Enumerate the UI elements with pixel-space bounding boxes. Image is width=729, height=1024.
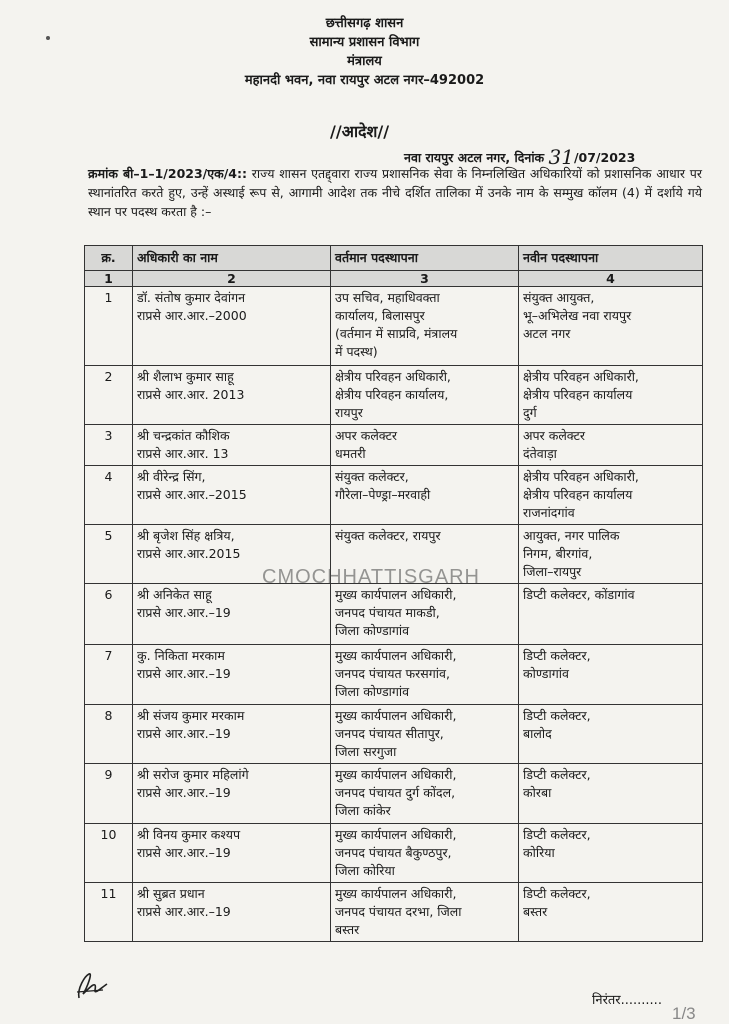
- current-posting-line: क्षेत्रीय परिवहन कार्यालय,: [335, 387, 449, 402]
- column-number-row: [85, 271, 703, 287]
- column-number: 4: [519, 271, 703, 287]
- new-posting-line: डिप्टी कलेक्टर,: [523, 886, 591, 901]
- officer-name-line: राप्रसे आर.आर.–19: [137, 666, 231, 681]
- new-posting-line: कोरिया: [523, 845, 555, 860]
- table-row: [85, 705, 703, 764]
- officer-name-line: राप्रसे आर.आर. 2013: [137, 387, 245, 402]
- serial-number: 1: [85, 287, 133, 366]
- officer-name-cell: [133, 645, 331, 705]
- current-posting-line: जनपद पंचायत दुर्ग कोंदल,: [335, 785, 456, 800]
- column-number: 1: [85, 271, 133, 287]
- department-name: सामान्य प्रशासन विभाग: [309, 35, 420, 50]
- new-posting-cell: [519, 287, 703, 366]
- letterhead: [0, 14, 729, 90]
- table-row: [85, 425, 703, 466]
- current-posting-line: जिला कोण्डागांव: [335, 623, 410, 638]
- current-posting-line: कार्यालय, बिलासपुर: [335, 308, 425, 323]
- serial-number: 2: [85, 366, 133, 425]
- header-current-posting: वर्तमान पदस्थापना: [331, 246, 519, 271]
- officer-name-line: श्री सुब्रत प्रधान: [137, 886, 205, 901]
- current-posting-line: जनपद पंचायत माकडी,: [335, 605, 440, 620]
- order-title: //आदेश//: [330, 122, 390, 141]
- officer-name-line: श्री शैलाभ कुमार साहू: [137, 369, 234, 384]
- serial-number: 6: [85, 584, 133, 645]
- new-posting-line: राजनांदगांव: [523, 505, 575, 520]
- officer-name-cell: [133, 466, 331, 525]
- new-posting-line: जिला–रायपुर: [523, 564, 582, 579]
- new-posting-line: अपर कलेक्टर: [523, 428, 586, 443]
- officer-name-line: श्री अनिकेत साहू: [137, 587, 212, 602]
- ministry-name: मंत्रालय: [347, 54, 382, 69]
- officer-name-line: राप्रसे आर.आर.–2000: [137, 308, 247, 323]
- new-posting-cell: [519, 466, 703, 525]
- officer-name-line: राप्रसे आर.आर.–19: [137, 726, 231, 741]
- new-posting-line: अटल नगर: [523, 326, 571, 341]
- new-posting-cell: [519, 705, 703, 764]
- officer-name-cell: [133, 584, 331, 645]
- current-posting-line: संयुक्त कलेक्टर,: [335, 469, 409, 484]
- new-posting-line: डिप्टी कलेक्टर, कोंडागांव: [523, 587, 635, 602]
- new-posting-line: क्षेत्रीय परिवहन अधिकारी,: [523, 369, 639, 384]
- new-posting-line: निगम, बीरगांव,: [523, 546, 593, 561]
- current-posting-line: जिला कोरिया: [335, 863, 395, 878]
- table-row: [85, 366, 703, 425]
- table-row: [85, 466, 703, 525]
- new-posting-line: क्षेत्रीय परिवहन अधिकारी,: [523, 469, 639, 484]
- current-posting-cell: [331, 883, 519, 942]
- officer-name-line: श्री विनय कुमार कश्यप: [137, 827, 241, 842]
- serial-number: 4: [85, 466, 133, 525]
- new-posting-line: डिप्टी कलेक्टर,: [523, 767, 591, 782]
- column-number: 2: [133, 271, 331, 287]
- officer-name-line: राप्रसे आर.आर.–19: [137, 785, 231, 800]
- date-month-year: /07/2023: [573, 150, 636, 165]
- serial-number: 5: [85, 525, 133, 584]
- current-posting-line: क्षेत्रीय परिवहन अधिकारी,: [335, 369, 451, 384]
- header-new-posting: नवीन पदस्थापना: [519, 246, 703, 271]
- current-posting-line: जनपद पंचायत दरभा, जिला: [335, 904, 462, 919]
- table-header-row: [85, 246, 703, 271]
- page-number: 1/3: [672, 1004, 696, 1023]
- current-posting-line: मुख्य कार्यपालन अधिकारी,: [335, 648, 457, 663]
- current-posting-line: गौरेला–पेण्ड्रा–मरवाही: [335, 487, 431, 502]
- table-row: [85, 764, 703, 824]
- current-posting-line: जिला सरगुजा: [335, 744, 397, 759]
- serial-number: 10: [85, 824, 133, 883]
- table-row: [85, 584, 703, 645]
- officer-name-line: राप्रसे आर.आर.–19: [137, 845, 231, 860]
- table-row: [85, 645, 703, 705]
- header-serial: क्र.: [85, 246, 133, 271]
- header-officer-name: अधिकारी का नाम: [133, 246, 331, 271]
- officer-name-line: राप्रसे आर.आर.–19: [137, 904, 231, 919]
- officer-name-line: श्री बृजेश सिंह क्षत्रिय,: [137, 528, 235, 543]
- new-posting-line: कोण्डागांव: [523, 666, 569, 681]
- current-posting-line: (वर्तमान में साप्रवि, मंत्रालय: [335, 326, 458, 341]
- officer-name-line: डॉ. संतोष कुमार देवांगन: [137, 290, 246, 305]
- new-posting-cell: [519, 366, 703, 425]
- current-posting-line: अपर कलेक्टर: [335, 428, 398, 443]
- current-posting-cell: [331, 645, 519, 705]
- officer-name-line: राप्रसे आर.आर.–19: [137, 605, 231, 620]
- current-posting-line: में पदस्थ): [335, 344, 378, 359]
- table-row: [85, 287, 703, 366]
- office-address: महानदी भवन, नवा रायपुर अटल नगर–492002: [244, 73, 485, 88]
- current-posting-line: जिला कांकेर: [335, 803, 391, 818]
- current-posting-cell: [331, 824, 519, 883]
- transfer-table: [84, 245, 703, 942]
- new-posting-cell: [519, 525, 703, 584]
- current-posting-line: धमतरी: [335, 446, 366, 461]
- order-body: [88, 164, 702, 221]
- new-posting-cell: [519, 883, 703, 942]
- current-posting-line: रायपुर: [335, 405, 363, 420]
- current-posting-cell: [331, 366, 519, 425]
- new-posting-line: क्षेत्रीय परिवहन कार्यालय: [523, 487, 633, 502]
- officer-name-cell: [133, 883, 331, 942]
- govt-name: छत्तीसगढ़ शासन: [325, 16, 404, 31]
- officer-name-cell: [133, 425, 331, 466]
- serial-number: 3: [85, 425, 133, 466]
- new-posting-line: दंतेवाड़ा: [523, 446, 557, 461]
- officer-name-cell: [133, 287, 331, 366]
- serial-number: 9: [85, 764, 133, 824]
- current-posting-cell: [331, 705, 519, 764]
- officer-name-line: श्री वीरेन्द्र सिंग,: [137, 469, 206, 484]
- officer-name-line: राप्रसे आर.आर.2015: [137, 546, 241, 561]
- new-posting-cell: [519, 645, 703, 705]
- current-posting-line: उप सचिव, महाधिवक्ता: [335, 290, 440, 305]
- current-posting-line: संयुक्त कलेक्टर, रायपुर: [335, 528, 441, 543]
- serial-number: 7: [85, 645, 133, 705]
- current-posting-cell: [331, 425, 519, 466]
- continued-note: निरंतर..........: [592, 993, 662, 1008]
- officer-name-line: कु. निकिता मरकाम: [137, 648, 225, 663]
- table-body: [85, 287, 703, 942]
- current-posting-cell: [331, 466, 519, 525]
- table-row: [85, 883, 703, 942]
- current-posting-cell: [331, 764, 519, 824]
- new-posting-line: कोरबा: [523, 785, 552, 800]
- serial-number: 8: [85, 705, 133, 764]
- place-prefix: नवा रायपुर अटल नगर, दिनांक: [404, 150, 545, 165]
- signature-mark: [73, 968, 111, 1002]
- handwritten-day: 31: [548, 145, 574, 169]
- new-posting-line: संयुक्त आयुक्त,: [523, 290, 595, 305]
- officer-name-cell: [133, 705, 331, 764]
- current-posting-line: बस्तर: [335, 922, 360, 937]
- order-reference: क्रमांक बी–1–1/2023/एक/4::: [88, 166, 248, 181]
- current-posting-line: जनपद पंचायत सीतापुर,: [335, 726, 444, 741]
- officer-name-cell: [133, 824, 331, 883]
- watermark: CMOCHHATTISGARH: [262, 566, 480, 588]
- officer-name-line: राप्रसे आर.आर. 13: [137, 446, 229, 461]
- current-posting-cell: [331, 287, 519, 366]
- officer-name-line: श्री चन्द्रकांत कौशिक: [137, 428, 230, 443]
- new-posting-cell: [519, 824, 703, 883]
- new-posting-cell: [519, 584, 703, 645]
- current-posting-line: मुख्य कार्यपालन अधिकारी,: [335, 827, 457, 842]
- new-posting-line: डिप्टी कलेक्टर,: [523, 827, 591, 842]
- current-posting-line: मुख्य कार्यपालन अधिकारी,: [335, 587, 457, 602]
- new-posting-line: दुर्ग: [523, 405, 537, 420]
- officer-name-line: श्री सरोज कुमार महिलांगे: [137, 767, 249, 782]
- current-posting-line: मुख्य कार्यपालन अधिकारी,: [335, 767, 457, 782]
- new-posting-line: बस्तर: [523, 904, 548, 919]
- officer-name-cell: [133, 366, 331, 425]
- serial-number: 11: [85, 883, 133, 942]
- new-posting-line: आयुक्त, नगर पालिक: [523, 528, 620, 543]
- new-posting-cell: [519, 764, 703, 824]
- current-posting-cell: [331, 584, 519, 645]
- order-text: राज्य शासन एतद्द्वारा राज्य प्रशासनिक सेवा के निम्नलिखित अधिकारियों को प्रशासनिक आधार पर स्थानांतरित करते हुए, उन्हें अस्थाई रूप से, आगामी आदेश तक नीचे दर्शित तालिका में उनके नाम के सम्मुख कॉलम (4) में दर्शाये गये स्थान पर पदस्थ करता है :–: [88, 166, 702, 219]
- current-posting-line: मुख्य कार्यपालन अधिकारी,: [335, 708, 457, 723]
- officer-name-line: श्री संजय कुमार मरकाम: [137, 708, 245, 723]
- new-posting-line: बालोद: [523, 726, 552, 741]
- table-row: [85, 824, 703, 883]
- new-posting-line: क्षेत्रीय परिवहन कार्यालय: [523, 387, 633, 402]
- column-number: 3: [331, 271, 519, 287]
- officer-name-cell: [133, 764, 331, 824]
- current-posting-line: जनपद पंचायत बैकुण्ठपुर,: [335, 845, 452, 860]
- new-posting-cell: [519, 425, 703, 466]
- current-posting-line: जिला कोण्डागांव: [335, 684, 410, 699]
- new-posting-line: डिप्टी कलेक्टर,: [523, 648, 591, 663]
- officer-name-line: राप्रसे आर.आर.–2015: [137, 487, 247, 502]
- current-posting-line: जनपद पंचायत फरसगांव,: [335, 666, 450, 681]
- new-posting-line: डिप्टी कलेक्टर,: [523, 708, 591, 723]
- current-posting-line: मुख्य कार्यपालन अधिकारी,: [335, 886, 457, 901]
- new-posting-line: भू–अभिलेख नवा रायपुर: [523, 308, 632, 323]
